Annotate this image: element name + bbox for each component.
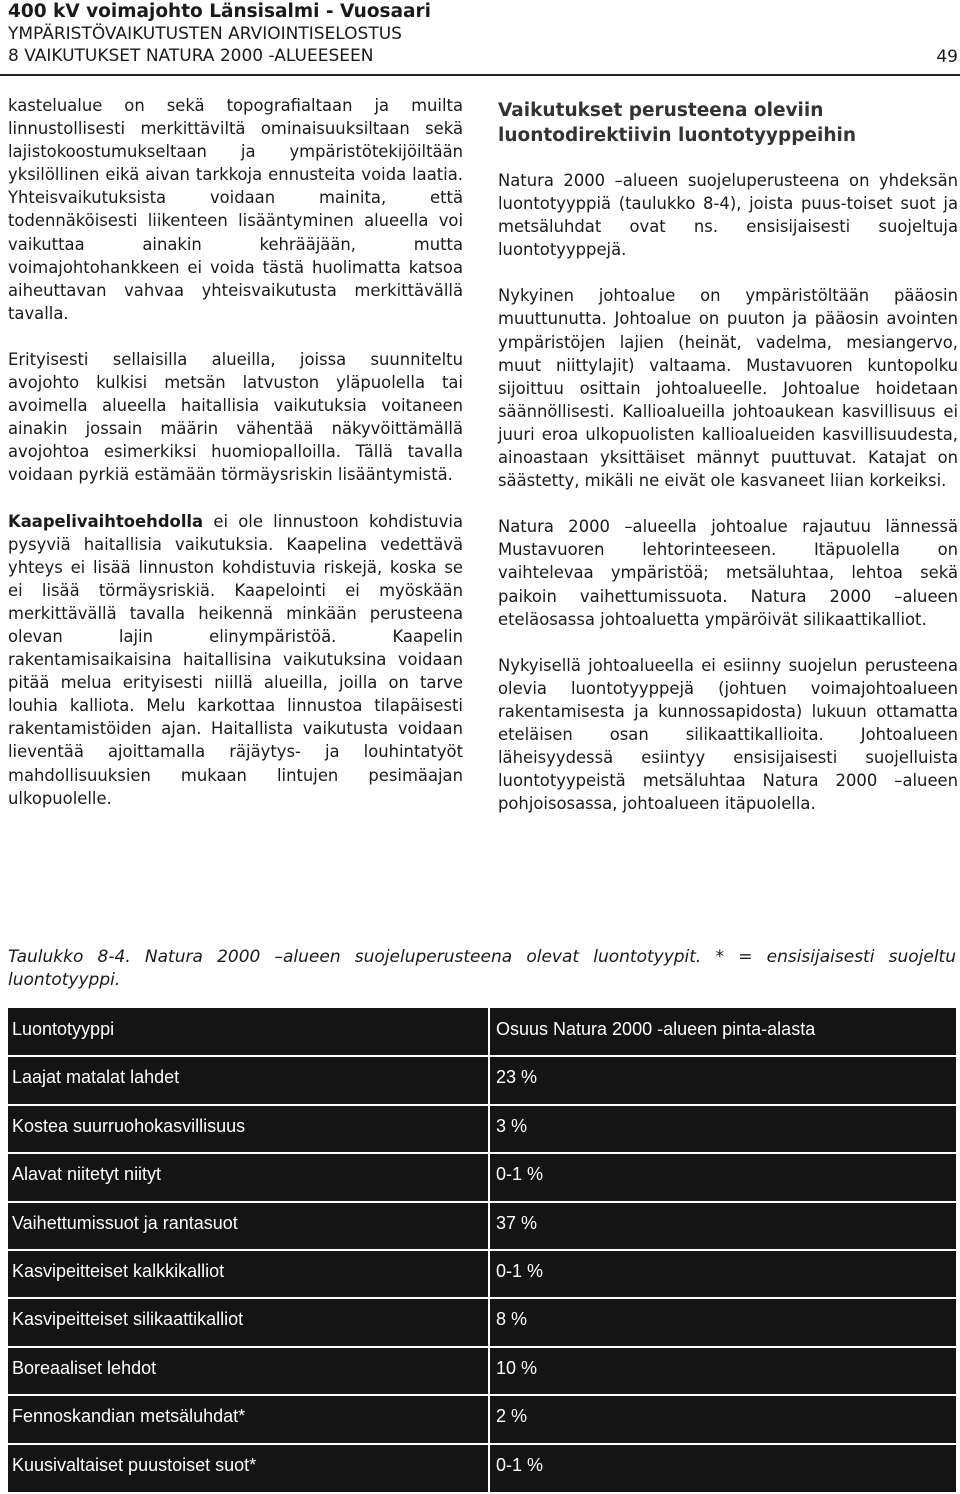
paragraph [8, 510, 463, 810]
section-heading: Vaikutukset perusteena oleviin luontodirektiivin luontotyyppeihin [498, 100, 857, 146]
document-subtitle: YMPÄRISTÖVAIKUTUSTEN ARVIOINTISELOSTUS [8, 24, 402, 44]
table-cell: 2 % [496, 1406, 528, 1427]
header-rule [0, 74, 960, 76]
row-divider [8, 1443, 956, 1445]
row-divider [8, 1201, 956, 1203]
table-cell: Vaihettumissuot ja rantasuot [12, 1212, 238, 1233]
table-header-cell: Osuus Natura 2000 -alueen pinta-alasta [496, 1019, 816, 1039]
paragraph-text: ei ole linnustoon kohdistuvia pysyviä haitallisia vaikutuksia. Kaapelina vedettävä yhteys ei lisää linnuston kohdistuvia riskejä, koska se ei lisää törmäysriskiä. Kaapelointi ei myöskään merkittävällä tavalla heikennä minkään perusteena olevan lajin elinympäristöä. Kaapelin rakentamisaikaisina haitallisina vaikutuksina voidaan pitää melua erityisesti niillä alueilla, joilla on tarve louhia kalliota. Melu karkottaa linnustoa tilapäisesti rakentamistöiden ajan. Haitallista vaikutusta voidaan lieventää ajoittamalla räjäytys- ja louhintatyöt mahdollisuuksien mukaan lintujen pesimäajan ulkopuolelle. [8, 511, 463, 808]
table-cell: Kasvipeitteiset silikaattikalliot [12, 1309, 244, 1330]
page-header [8, 0, 958, 67]
right-column [498, 98, 958, 838]
row-divider [8, 1346, 956, 1348]
table-cell: Fennoskandian metsäluhdat* [12, 1406, 246, 1427]
bold-term: Kaapelivaihtoehdolla [8, 511, 204, 531]
paragraph: Natura 2000 –alueen suojeluperusteena on yhdeksän luontotyyppiä (taulukko 8-4), joista puus-toiset suot ja metsäluhdat ovat ns. ensisijaisesti suojeltuja luontotyyppejä. [498, 171, 958, 260]
table-caption: Taulukko 8-4. Natura 2000 –alueen suojeluperusteena olevat luontotyypit. * = ensisijaisesti suojeltu luontotyyppi. [8, 947, 956, 990]
table-row [8, 1444, 956, 1492]
row-divider [8, 1297, 956, 1299]
table-cell: Boreaaliset lehdot [12, 1357, 157, 1378]
page-number: 49 [936, 47, 958, 67]
table-cell: 10 % [496, 1357, 538, 1378]
table-cell: Kostea suurruohokasvillisuus [12, 1115, 246, 1136]
table-row [8, 1250, 956, 1298]
table-row [8, 1056, 956, 1104]
paragraph: Natura 2000 –alueella johtoalue rajautuu lännessä Mustavuoren lehtorinteeseen. Itäpuolella on vaihtelevaa ympäristöä; metsäluhtaa, lehtoa sekä paikoin vaihettumissuota. Natura 2000 –alueen eteläosassa johtoaluetta ympäröivät silikaattikalliot. [498, 517, 958, 629]
row-divider [8, 1152, 956, 1154]
table-cell: Kasvipeitteiset kalkkikalliot [12, 1261, 225, 1281]
table-cell: 0-1 % [496, 1261, 544, 1281]
table-row [8, 1105, 956, 1153]
table-cell: 8 % [496, 1309, 528, 1330]
row-divider [8, 1055, 956, 1057]
table-row [8, 1298, 956, 1346]
row-divider [8, 1394, 956, 1396]
chapter-title: 8 VAIKUTUKSET NATURA 2000 -ALUEESEEN [8, 46, 374, 66]
document-title: 400 kV voimajohto Länsisalmi - Vuosaari [8, 1, 431, 22]
table-cell: Alavat niitetyt niityt [12, 1164, 162, 1185]
table-cell: 0-1 % [496, 1454, 544, 1475]
row-divider [8, 1249, 956, 1251]
habitat-table [8, 1008, 956, 1492]
paragraph: Nykyinen johtoalue on ympäristöltään pääosin muuttunutta. Johtoalue on puuton ja pääosin avointen ympäristöjen lajien (heinät, vadelma, mesiangervo, muut niittylajit) valtaama. Mustavuoren kuntopolku sijoittuu osittain johtoalueelle. Johtoalue hoidetaan säännöllisesti. Kallioalueilla johtoaukean kasvillisuus ei juuri eroa ulkopuolisten kallioalueiden kasvillisuudesta, ainoastaan yksittäiset männyt puuttuvat. Katajat on säästetty, mikäli ne eivät ole kasvaneet liian korkeiksi. [498, 286, 958, 491]
table-header-cell: Luontotyyppi [12, 1019, 115, 1039]
table-row [8, 1347, 956, 1395]
paragraph: Erityisesti sellaisilla alueilla, joissa suunniteltu avojohto kulkisi metsän latvuston yläpuolella tai avoimella alueella haitallisia vaikutuksia voitaneen ainakin jossain määrin vähentää näkyvöittämällä avojohtoa esimerkiksi huomiopalloilla. Tällä tavalla voidaan pyrkiä estämään törmäysriskin lisääntymistä. [8, 349, 463, 485]
table-row [8, 1153, 956, 1201]
table-header-row [8, 1008, 956, 1056]
paragraph: kastelualue on sekä topografialtaan ja muilta linnustollisesti merkittäviltä ominaisuuksiltaan sekä lajistokoostumukseltaan ja ympäristötekijöiltään yksilöllinen eikä aivan tarkkoja ennusteita voida laatia. Yhteisvaikutuksista voidaan mainita, että todennäköisesti liikenteen lisääntyminen alueella voi vaikuttaa ainakin kehrääjään, mutta voimajohtohankkeen ei voida tästä huolimatta katsoa aiheuttavan vahvaa yhteisvaikutusta merkittävällä tavalla. [8, 96, 463, 323]
row-divider [8, 1104, 956, 1106]
table-cell: Laajat matalat lahdet [12, 1067, 180, 1088]
table-cell: Kuusivaltaiset puustoiset suot* [12, 1454, 257, 1475]
table-cell: 23 % [496, 1067, 538, 1088]
table-cell: 0-1 % [496, 1164, 544, 1185]
left-column [8, 94, 463, 833]
table-row [8, 1395, 956, 1443]
table-row [8, 1202, 956, 1250]
table-cell: 3 % [496, 1115, 528, 1136]
table-cell: 37 % [496, 1212, 538, 1233]
paragraph: Nykyisellä johtoalueella ei esiinny suojelun perusteena olevia luontotyyppejä (johtuen voimajohtoalueen rakentamisesta ja kunnossapidosta) lukuun ottamatta eteläisen osan silikaattikallioita. Johtoalueen läheisyydessä esiintyy ensisijaisesti suojelluista luontotyypeistä metsäluhtaa Natura 2000 –alueen pohjoisosassa, johtoalueen itäpuolella. [498, 655, 958, 814]
